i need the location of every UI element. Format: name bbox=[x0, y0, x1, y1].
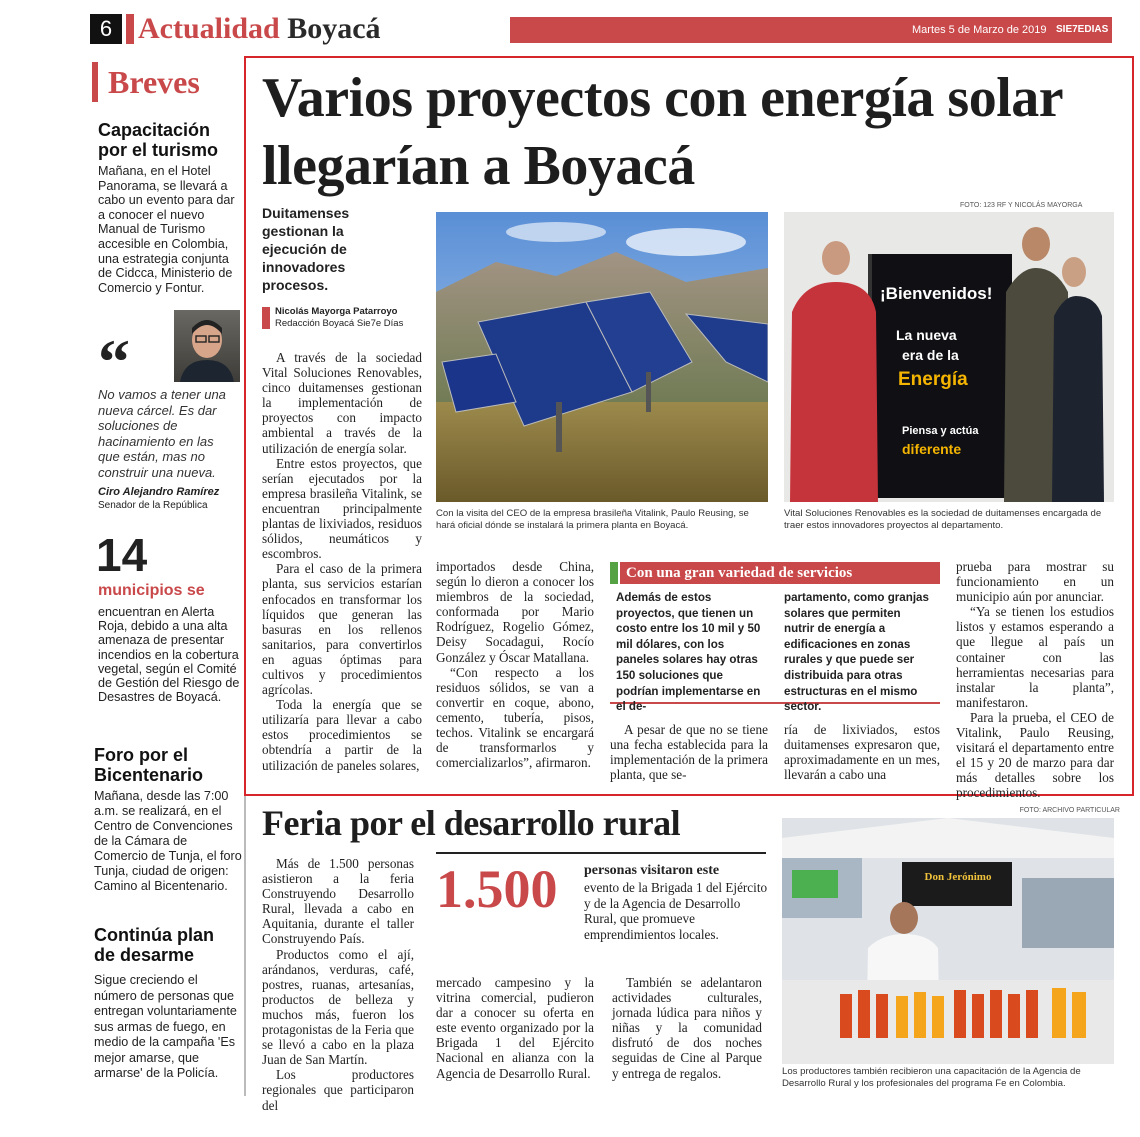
paragraph: Entre estos proyectos, que serían ejecutados por la empresa brasileña Vitalink, se encuentran principalmente plantas de lixiviados, residuos sólidos, neumáticos y escombros. bbox=[262, 455, 422, 562]
box-title-bar bbox=[620, 562, 940, 584]
brief-title: Capacitación por el turismo bbox=[98, 120, 219, 160]
paragraph: Los productores regionales que participaron del bbox=[262, 1067, 414, 1113]
brief-text: Sigue creciendo el número de personas que entregan voluntariamente sus armas de fuego, en medio de la campaña 'Es mejor amarse, que armarse' de la Policía. bbox=[94, 973, 237, 1080]
page-number: 6 bbox=[90, 14, 122, 44]
article-column bbox=[436, 975, 594, 1081]
breves-accent bbox=[92, 62, 98, 102]
byline-role: Redacción Boyacá Sie7e Días bbox=[275, 318, 404, 329]
banner-line: La nueva bbox=[896, 327, 957, 343]
paragraph: A pesar de que no se tiene una fecha establecida para la implementación de la primera planta, que se- bbox=[610, 722, 768, 783]
stat-text: encuentran en Alerta Roja, debido a una alta amenaza de presentar incendios en la cobertura vegetal, según el Comité de Gestión del Riesgo de Desastres de Boyacá. bbox=[98, 605, 240, 705]
article-column bbox=[610, 722, 768, 782]
section-title bbox=[138, 12, 381, 46]
paragraph: Para la prueba, el CEO de Vitalink, Paulo Reusing, visitará el departamento entre el 15 y 20 de marzo para dar más detalles sobre los procedimientos. bbox=[956, 709, 1114, 801]
paragraph: prueba para mostrar su funcionamiento en un municipio aún por anunciar. bbox=[956, 559, 1114, 605]
market-stall-image bbox=[782, 818, 1114, 1064]
quote-author: Ciro Alejandro Ramírez bbox=[98, 486, 220, 498]
photo-caption: Vital Soluciones Renovables es la sociedad de duitamenses encargada de traer estos innovadores proyectos al departamento. bbox=[784, 508, 1102, 531]
article-column bbox=[262, 856, 414, 1113]
quote-text: No vamos a tener una nueva cárcel. Es dar soluciones de hacinamiento en las que están, mas no construir una nueva. bbox=[98, 387, 226, 480]
banner-line: Piensa y actúa bbox=[902, 425, 979, 437]
main-headline: Varios proyectos con energía solar llegarían a Boyacá bbox=[262, 67, 1063, 197]
solar-panels-photo bbox=[436, 212, 768, 502]
section-region: Boyacá bbox=[287, 12, 381, 45]
stall-sign: Don Jerónimo bbox=[924, 871, 992, 883]
box-text: partamento, como granjas solares que permiten nutrir de energía a edificaciones en zonas rurales y que puede ser distribuida para otras estructuras en el mismo sector. bbox=[784, 591, 929, 714]
people-figures bbox=[784, 212, 1114, 502]
photo-credit: FOTO: ARCHIVO PARTICULAR bbox=[1019, 807, 1120, 814]
paragraph: Productos como el ají, arándanos, verduras, café, postres, ruanas, artesanías, productos de belleza y muchos más, fueron los protagonistas de la Feria que se llevó a cabo en la plaza Juan de San Martín. bbox=[262, 946, 414, 1068]
paragraph: ría de lixiviados, estos duitamenses expresaron que, aproximadamente en un mes, llevarán a cabo una bbox=[784, 722, 940, 783]
paragraph: “Con respecto a los residuos sólidos, se van a convertir en coque, abono, cemento, tubería, pisos, techos. Vitalink se encargará de transformarlos y comercializarlos”, afirmaron. bbox=[436, 664, 594, 771]
paragraph: A través de la sociedad Vital Soluciones Renovables, cinco duitamenses gestionan la implementación de proyectos con impacto ambiental a través de la utilización de energía solar. bbox=[262, 350, 422, 456]
box-accent bbox=[610, 562, 618, 584]
article-column bbox=[956, 559, 1114, 801]
article-subhead: Duitamenses gestionan la ejecución de innovadores procesos. bbox=[262, 205, 350, 293]
services-box bbox=[610, 562, 940, 714]
box-text: Además de estos proyectos, que tienen un costo entre los 10 mil y 50 mil dólares, con los paneles solares hay otras 150 soluciones que podrían implementarse en el de- bbox=[616, 591, 761, 714]
paragraph: mercado campesino y la vitrina comercial, pudieron dar a conocer su oferta en este evento organizado por la Brigada 1 del Ejército Nacional en alianza con la Agencia de Desarrollo Rural. bbox=[436, 975, 594, 1081]
quote-role: Senador de la República bbox=[98, 500, 208, 511]
paragraph: Para el caso de la primera planta, sus servicios estarían enfocados en transformar los líquidos que generan las basuras en los rellenos sanitarios, para convertirlos en aguas óptimas para cultivos y procedimientos agrícolas. bbox=[262, 561, 422, 698]
paragraph: Toda la energía que se utilizaría para llevar a cabo estos procedimientos se obtendría a partir de la utilización de paneles solares, bbox=[262, 697, 422, 773]
photo-caption: Con la visita del CEO de la empresa brasileña Vitalink, Paulo Reusing, se hará oficial dónde se instalará la primera planta en Boyacá. bbox=[436, 508, 749, 531]
paragraph: También se adelantaron actividades culturales, jornada lúdica para niños y niñas y la comunidad disfrutó de dos noches seguidas de Cine al Parque y entrega de regalos. bbox=[612, 975, 762, 1081]
banner-line: ¡Bienvenidos! bbox=[880, 284, 993, 303]
senator-photo bbox=[174, 310, 240, 382]
banner-line: era de la bbox=[902, 347, 959, 363]
quote-icon: “ bbox=[98, 326, 130, 397]
photo-caption: Los productores también recibieron una capacitación de la Agencia de Desarrollo Rural y los profesionales del programa Fe en Colombia. bbox=[782, 1066, 1081, 1089]
feria-stat-text: evento de la Brigada 1 del Ejército y de la Agencia de Desarrollo Rural, que promueve emprendimientos locales. bbox=[584, 880, 768, 942]
paragraph: “Ya se tienen los estudios listos y estamos esperando a que llegue al país un container con las herramientas necesarias para instalar la planta”, manifestaron. bbox=[956, 604, 1114, 710]
brief-title: Continúa plan de desarme bbox=[94, 925, 214, 965]
article-column bbox=[436, 559, 594, 770]
breves-box bbox=[92, 60, 242, 106]
stat-label: municipios se bbox=[98, 582, 205, 599]
breves-title: Breves bbox=[108, 64, 200, 100]
feria-stat-number: 1.500 bbox=[436, 859, 558, 919]
photo-credit: FOTO: 123 RF Y NICOLÁS MAYORGA bbox=[960, 202, 1083, 209]
team-photo bbox=[784, 212, 1114, 502]
banner-line: Energía bbox=[898, 369, 968, 390]
stat-rule bbox=[436, 852, 766, 854]
feria-photo bbox=[782, 818, 1114, 1064]
article-column bbox=[612, 975, 762, 1081]
stat-number: 14 bbox=[96, 529, 148, 581]
paragraph: importados desde China, según lo dieron a conocer los miembros de la sociedad, conformada por Mario Rodríguez, Rogelio Gómez, Deisy Socadagui, Rocío González y Óscar Matallana. bbox=[436, 559, 594, 665]
feria-stat-lead: personas visitaron este bbox=[584, 863, 720, 878]
solar-panels-image bbox=[436, 212, 768, 502]
brief-text: Mañana, desde las 7:00 a.m. se realizará, en el Centro de Convenciones de la Cámara de Comercio de Tunja, el foro Tunja, ciudad de origen: Camino al Bicentenario. bbox=[94, 789, 242, 893]
brand-logo: SIE7EDIAS bbox=[1056, 24, 1109, 35]
issue-date: Martes 5 de Marzo de 2019 bbox=[912, 24, 1047, 36]
header-accent bbox=[126, 14, 134, 44]
brief-text: Mañana, en el Hotel Panorama, se llevará a cabo un evento para dar a conocer el nuevo Manual de Turismo accesible en Colombia, una estrategia conjunta de Cidcca, Ministerio de Comercio y Fontur. bbox=[98, 164, 235, 295]
article-column bbox=[784, 722, 940, 782]
brief-title: Foro por el Bicentenario bbox=[94, 745, 204, 785]
sidebar bbox=[92, 60, 244, 1100]
box-title: Con una gran variedad de servicios bbox=[626, 565, 853, 581]
person-icon bbox=[174, 310, 240, 382]
article-column bbox=[262, 350, 422, 773]
page-header bbox=[90, 14, 1112, 44]
paragraph: Más de 1.500 personas asistieron a la feria Construyendo Desarrollo Rural, llevada a cabo en Aquitania, durante el taller Construyendo País. bbox=[262, 856, 414, 947]
byline-accent bbox=[262, 307, 270, 329]
feria-headline: Feria por el desarrollo rural bbox=[262, 803, 681, 843]
section-label: Actualidad bbox=[138, 12, 280, 45]
byline-name: Nicolás Mayorga Patarroyo bbox=[275, 306, 398, 317]
banner-line: diferente bbox=[902, 441, 962, 457]
